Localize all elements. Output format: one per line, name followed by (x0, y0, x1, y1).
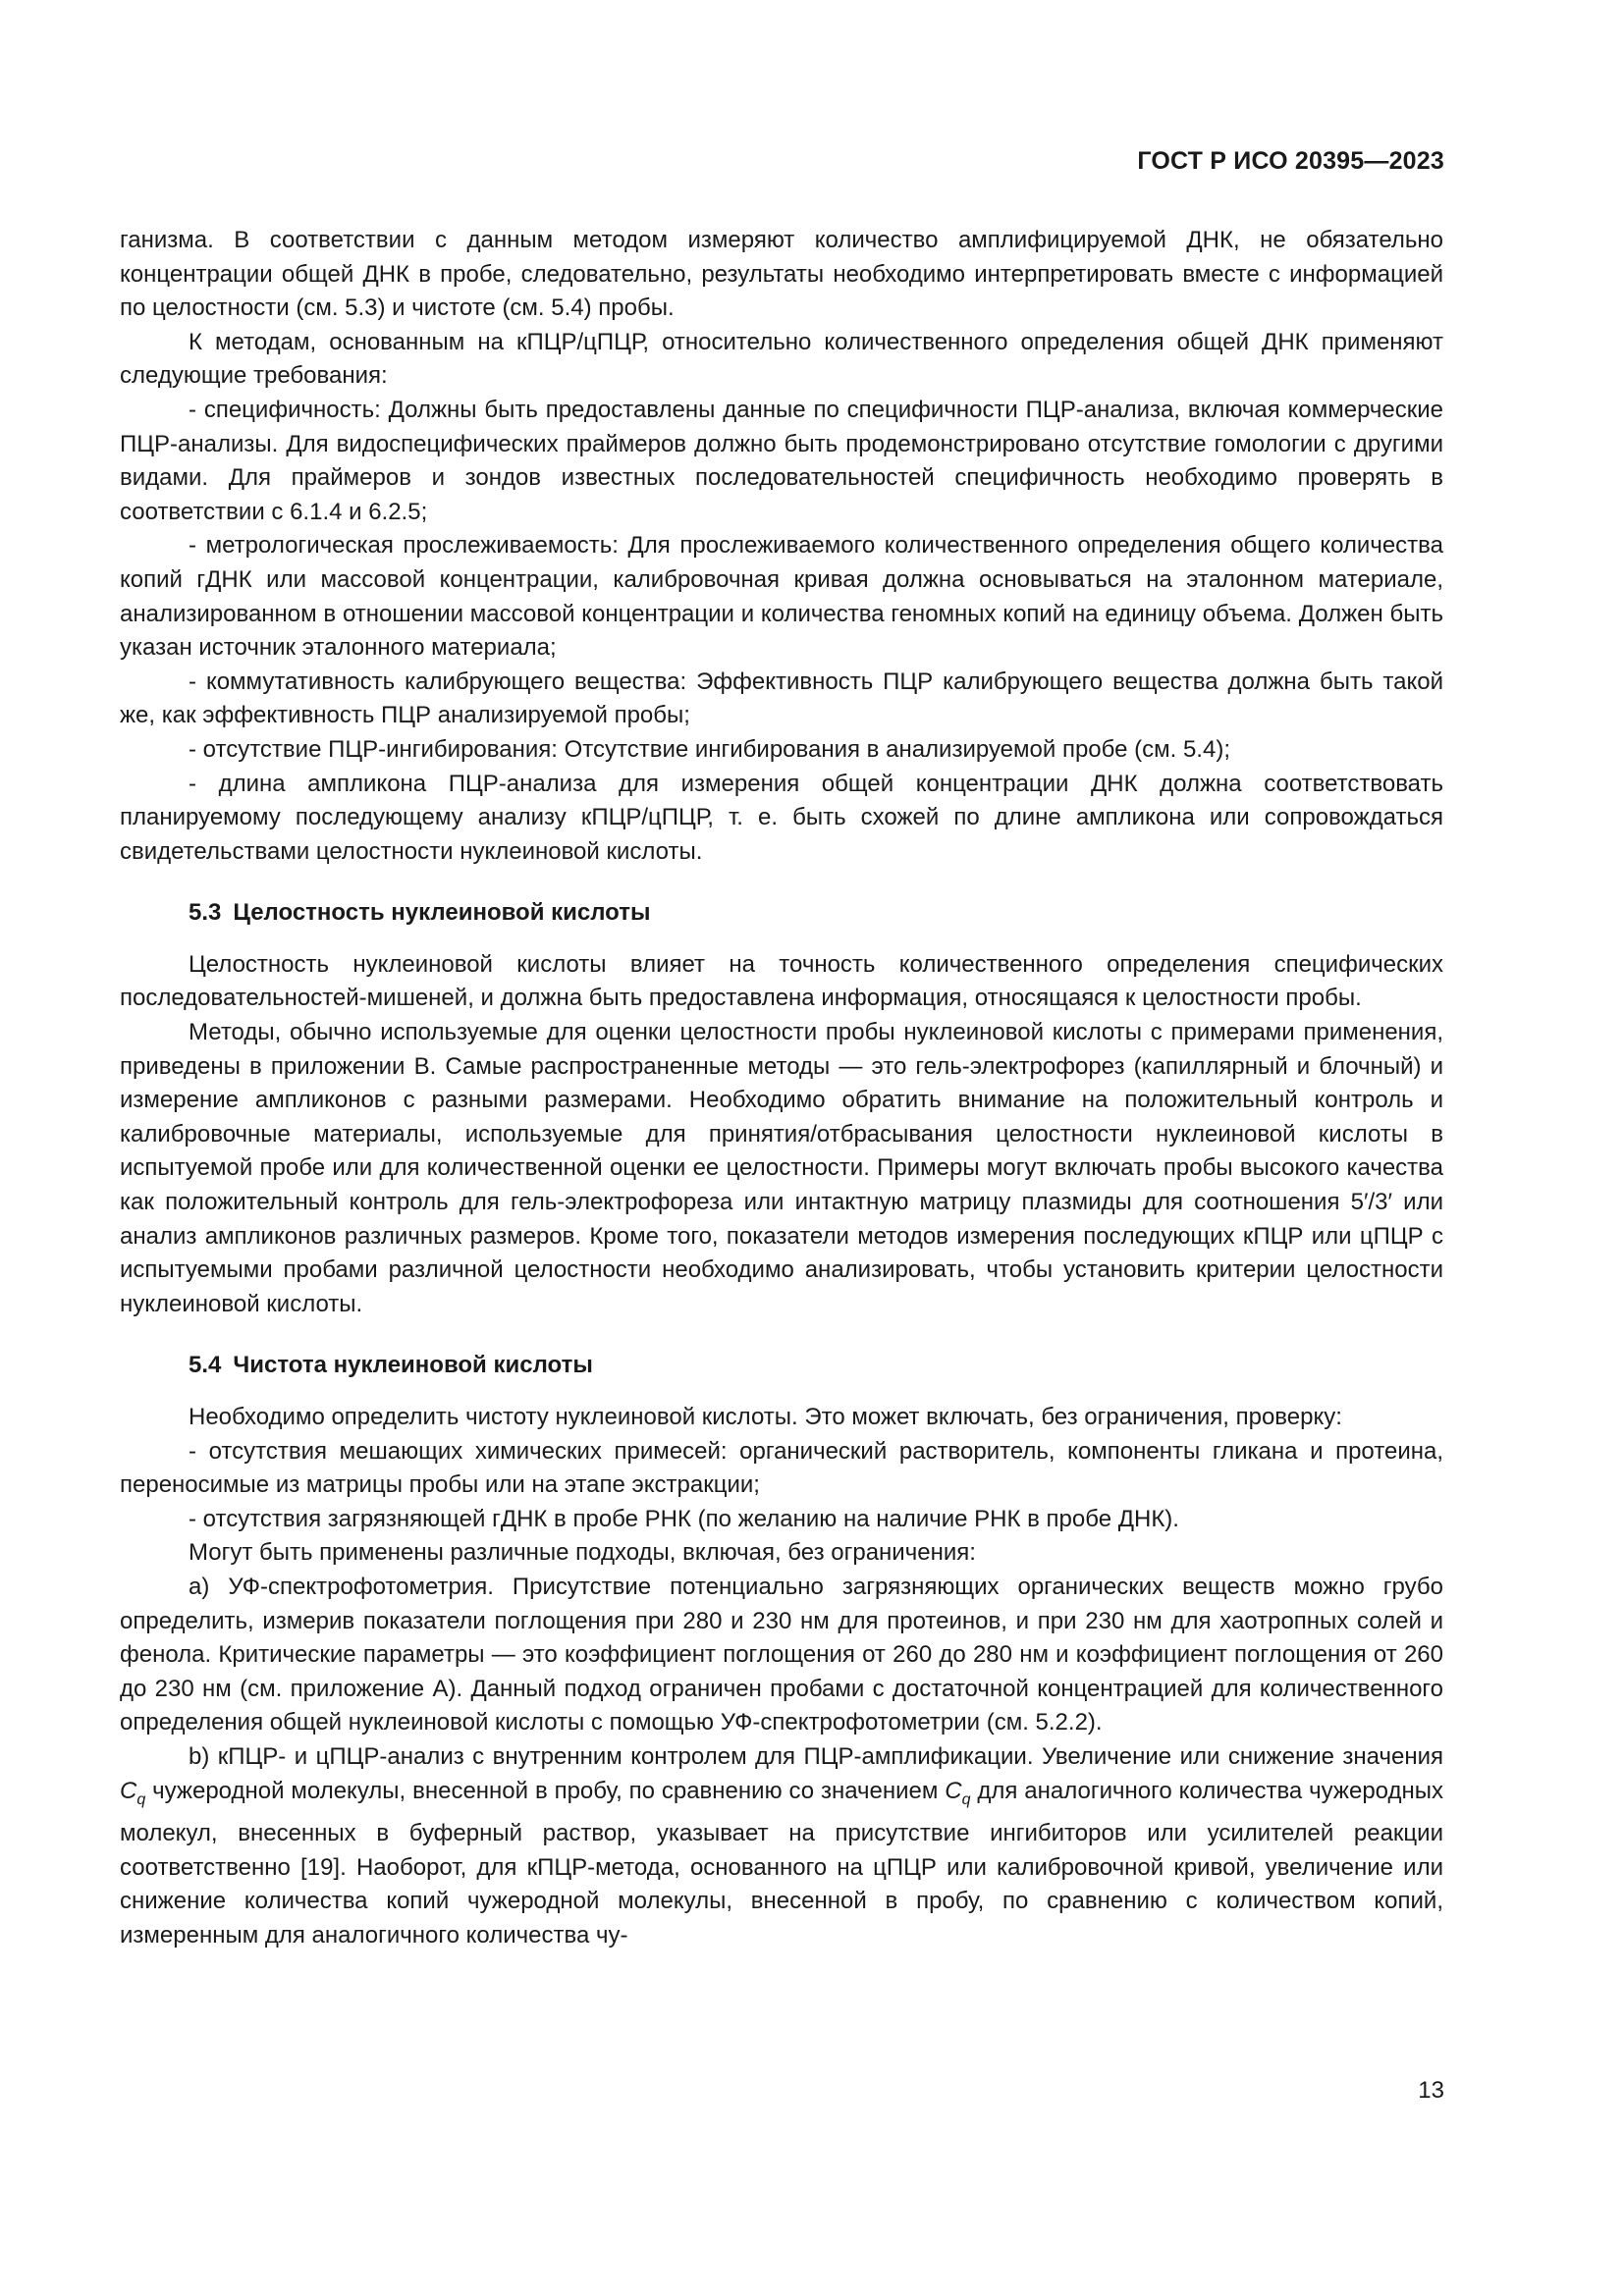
document-header: ГОСТ Р ИСО 20395—2023 (1137, 147, 1444, 175)
page-number: 13 (1418, 2077, 1444, 2104)
paragraph: ганизма. В соответствии с данным методом измеряют количество амплифицируемой ДНК, не обязательно концентрации общей ДНК в пробе, следовательно, результаты необходимо интерпретировать вместе с информацией по целостности (см. 5.3) и чистоте (см. 5.4) пробы. (120, 227, 1443, 322)
paragraph: Методы, обычно используемые для оценки целостности пробы нуклеиновой кислоты с примерами применения, приведены в приложении В. Самые распространенные методы — это гель-электрофорез (капиллярный и блочный) и измерение ампликонов с разными размерами. Необходимо обратить внимание на положительный контроль и калибровочные материалы, используемые для принятия/отбрасывания целостности нуклеиновой кислоты в испытуемой пробе или для количественной оценки ее целостности. Примеры могут включать пробы высокого качества как положительный контроль для гель-электрофореза или интактную матрицу плазмиды для соотношения 5′/3′ или анализ ампликонов различных размеров. Кроме того, показатели методов измерения последующих кПЦР или цПЦР с испытуемыми пробами различной целостности необходимо анализировать, чтобы установить критерии целостности нуклеиновой кислоты. (120, 1019, 1443, 1317)
list-item: - метрологическая прослеживаемость: Для прослеживаемого количественного определения общего количества копий гДНК или массовой концентрации, калибровочная кривая должна основываться на эталонном материале, анализированном в отношении массовой концентрации и количества геномных копий на единицу объема. Должен быть указан источник эталонного материала; (120, 532, 1443, 662)
paragraph: К методам, основанным на кПЦР/цПЦР, относительно количественного определения общей ДНК применяют следующие требования: (120, 328, 1443, 390)
list-item: - специфичность: Должны быть предоставлены данные по специфичности ПЦР-анализа, включая коммерческие ПЦР-анализы. Для видоспецифических праймеров должно быть продемонстрировано отсутствие гомологии с другими видами. Для праймеров и зондов известных последовательностей специфичность необходимо проверять в соответствии с 6.1.4 и 6.2.5; (120, 396, 1443, 525)
cq-symbol: $C_q$ (120, 1777, 146, 1808)
section-heading-5-4 (189, 1349, 1443, 1383)
cq-symbol: $C_q$ (945, 1777, 971, 1808)
section-title: Целостность нуклеиновой кислоты (233, 899, 651, 927)
list-item-a: а) УФ-спектрофотометрия. Присутствие потенциально загрязняющих органических веществ можно грубо определить, измерив показатели поглощения при 280 и 230 нм для протеинов, и при 230 нм для хаотропных солей и фенола. Критические параметры — это коэффициент поглощения от 260 до 280 нм и коэффициент поглощения от 260 до 230 нм (см. приложение А). Данный подход ограничен пробами с достаточной концентрацией для количественного определения общей нуклеиновой кислоты с помощью УФ-спектрофотометрии (см. 5.2.2). (120, 1573, 1443, 1736)
list-item: - отсутствие ПЦР-ингибирования: Отсутствие ингибирования в анализируемой пробе (см. 5.4); (189, 735, 1230, 763)
list-item-b (120, 1740, 1443, 1952)
text-segment: b) кПЦР- и цПЦР-анализ с внутренним контролем для ПЦР-амплификации. Увеличение или снижение значения (189, 1742, 1443, 1770)
list-item: - отсутствия загрязняющей гДНК в пробе РНК (по желанию на наличие РНК в пробе ДНК). (189, 1505, 1179, 1532)
section-title: Чистота нуклеиновой кислоты (233, 1352, 593, 1379)
list-item: - отсутствия мешающих химических примесей: органический растворитель, компоненты гликана и протеина, переносимые из матрицы пробы или на этапе экстракции; (120, 1437, 1443, 1499)
list-item: - коммутативность калибрующего вещества: Эффективность ПЦР калибрующего вещества должна быть такой же, как эффективность ПЦР анализируемой пробы; (120, 667, 1443, 729)
paragraph: Необходимо определить чистоту нуклеиновой кислоты. Это может включать, без ограничения, проверку: (189, 1404, 1342, 1430)
paragraph: Целостность нуклеиновой кислоты влияет на точность количественного определения специфических последовательностей-мишеней, и должна быть предоставлена информация, относящаяся к целостности пробы. (120, 950, 1443, 1012)
text-segment: чужеродной молекулы, внесенной в пробу, по сравнению со значением (152, 1777, 939, 1804)
text-segment: для аналогичного количества чужеродных молекул, внесенных в буферный раствор, указывает на присутствие ингибиторов или усилителей реакции соответственно [19]. Наоборот, для кПЦР-метода, основанного на цПЦР или калибровочной кривой, увеличение или снижение количества копий чужеродной молекулы, внесенной в пробу, по сравнению с количеством копий, измеренным для аналогичного количества чу- (120, 1777, 1444, 1949)
section-heading-5-3 (189, 896, 1443, 931)
list-item: - длина ампликона ПЦР-анализа для измерения общей концентрации ДНК должна соответствовать планируемому последующему анализу кПЦР/цПЦР, т. е. быть схожей по длине ампликона или сопровождаться свидетельствами целостности нуклеиновой кислоты. (120, 770, 1443, 865)
document-body (120, 224, 1443, 1952)
section-number: 5.4 (189, 1352, 222, 1379)
paragraph: Могут быть применены различные подходы, включая, без ограничения: (189, 1539, 976, 1567)
section-number: 5.3 (189, 899, 222, 927)
